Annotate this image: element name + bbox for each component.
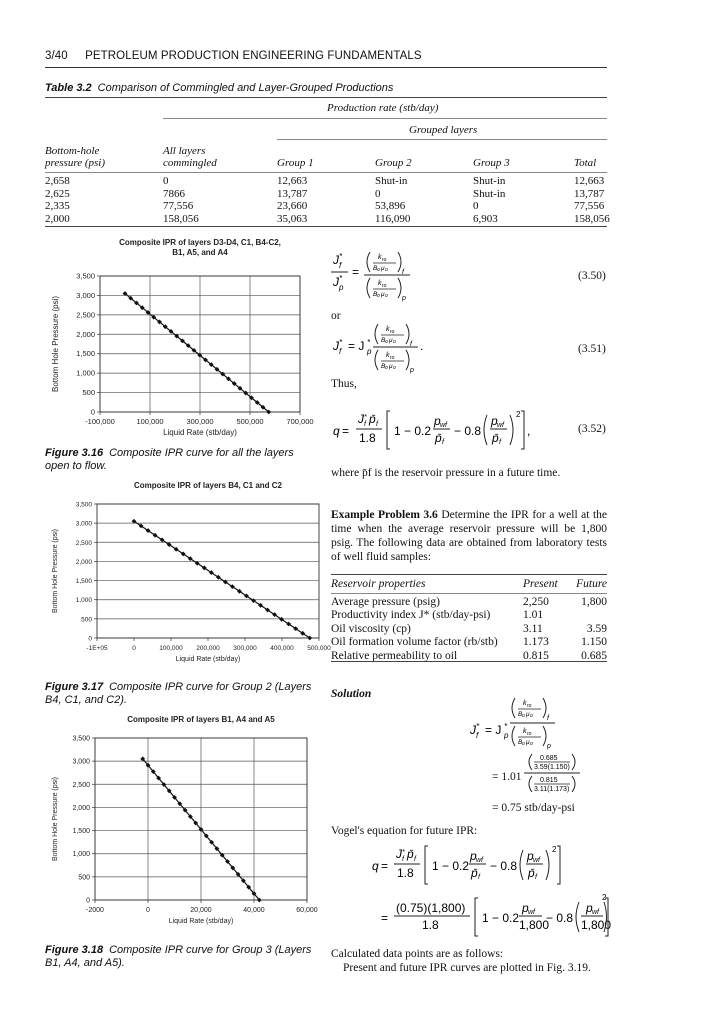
svg-text:p̄: p̄ [435, 431, 442, 445]
table-top-rule [45, 97, 607, 98]
props-row [331, 609, 607, 623]
col-g3: Group 3 [473, 157, 510, 169]
svg-text:o: o [522, 713, 525, 719]
properties-grid [331, 578, 607, 663]
svg-text:p̄: p̄ [492, 431, 499, 445]
y-tick-label: 3,000 [75, 520, 92, 528]
vogel-equations [328, 840, 610, 940]
y-tick-label: 2,000 [76, 329, 95, 339]
svg-text:μ: μ [381, 265, 385, 272]
props-future: 1,800 [581, 595, 607, 608]
x-tick-label: 100,000 [136, 417, 164, 426]
calc-text-2: Present and future IPR curves are plotted in Fig. 3.19. [343, 962, 591, 974]
calc-text-1: Calculated data points are as follows: [331, 948, 504, 960]
svg-text:p: p [410, 367, 414, 374]
x-tick-label: 300,000 [186, 417, 214, 426]
svg-text:,: , [527, 424, 531, 438]
svg-text:ro: ro [382, 283, 387, 289]
svg-text:*: * [339, 274, 343, 283]
svg-text:=: = [342, 424, 350, 438]
svg-text:J: J [333, 253, 339, 267]
svg-text:f: f [402, 269, 404, 276]
svg-text:ro: ro [527, 731, 532, 737]
figure-3-17-chart [45, 478, 331, 674]
props-top-rule [331, 574, 607, 575]
svg-text:J: J [396, 847, 402, 861]
props-future [571, 609, 607, 623]
chart-title: Composite IPR of layers D3-D4, C1, B4-C2, [119, 238, 281, 247]
props-row [331, 636, 607, 650]
x-axis-label: Liquid Rate (stb/day) [168, 918, 234, 925]
solution-heading: Solution [331, 688, 372, 700]
x-tick-label: -100,000 [85, 417, 115, 426]
svg-text:μ: μ [389, 337, 393, 344]
props-future: 1.150 [581, 636, 607, 648]
book-title: PETROLEUM PRODUCTION ENGINEERING FUNDAMENTALS [85, 50, 422, 62]
table-cell: 77,556 [574, 200, 605, 212]
svg-text:=: = [381, 859, 389, 873]
col-all-line1: All layers [163, 145, 206, 157]
props-header-future: Future [576, 578, 607, 590]
table-cell: 7866 [163, 187, 185, 200]
figure-3-17-label: Figure 3.17 [45, 681, 104, 693]
y-tick-label: 3,000 [72, 758, 90, 766]
svg-text:k: k [523, 700, 527, 707]
svg-text:1.8: 1.8 [359, 431, 376, 445]
table-cell: 53,896 [375, 200, 406, 212]
y-tick-label: 3,500 [76, 271, 95, 281]
svg-text:1,800: 1,800 [519, 918, 550, 932]
figure-3-18-label: Figure 3.18 [45, 944, 104, 956]
svg-text:o: o [385, 339, 388, 345]
svg-text:μ: μ [526, 739, 530, 746]
props-row [331, 596, 607, 610]
y-axis-label: Bottom Hole Pressure (psi) [52, 528, 59, 614]
props-property: Productivity index J* (stb/day-psi) [331, 609, 491, 621]
col-bhp [45, 145, 105, 169]
solution-eq-1-01: = 1.01 [492, 771, 522, 783]
y-tick-label: 3,500 [75, 501, 92, 509]
example-problem [331, 508, 607, 564]
table-cell: 2,625 [45, 187, 70, 200]
svg-text:f: f [402, 856, 404, 863]
props-row [331, 623, 607, 637]
svg-text:B: B [373, 265, 378, 272]
x-tick-label: 500,000 [236, 417, 264, 426]
figure-3-16-label: Figure 3.16 [45, 447, 104, 459]
table-cell: 13,787 [574, 187, 605, 200]
svg-text:o: o [377, 267, 380, 273]
svg-text:p: p [402, 295, 406, 302]
prod-rate-rule [163, 118, 607, 119]
svg-text:1.8: 1.8 [397, 866, 414, 880]
ipr-line [134, 521, 310, 638]
svg-text:B: B [381, 363, 386, 370]
running-header [45, 50, 422, 62]
y-tick-label: 1,500 [76, 349, 95, 359]
props-header-present: Present [523, 578, 558, 590]
col-all-line2: commingled [163, 157, 217, 169]
figure-3-16-chart [45, 236, 320, 446]
grouped-layers-header: Grouped layers [409, 124, 478, 136]
svg-text:3.11(1.173): 3.11(1.173) [534, 786, 570, 793]
table-caption-text: Comparison of Commingled and Layer-Grouped Productions [97, 82, 394, 94]
svg-text:f: f [535, 874, 537, 881]
table-row [45, 188, 607, 200]
svg-text:*: * [339, 252, 343, 261]
grouped-rule [277, 139, 607, 140]
svg-text:o: o [393, 339, 396, 345]
table-row [45, 175, 607, 187]
svg-text:0.685: 0.685 [540, 755, 558, 762]
svg-text:1.8: 1.8 [422, 918, 439, 932]
svg-text:f: f [376, 421, 378, 428]
svg-text:p: p [586, 901, 593, 915]
svg-text:o: o [385, 267, 388, 273]
svg-text:p̄: p̄ [471, 866, 478, 880]
svg-text:= J: = J [485, 723, 502, 737]
y-axis-label: Bottom Hole Pressure (psi) [51, 295, 60, 393]
svg-text:ro: ro [382, 257, 387, 263]
page-number: 3/40 [45, 50, 68, 62]
table-cell: 77,556 [163, 200, 194, 212]
props-property: Oil formation volume factor (rb/stb) [331, 636, 498, 648]
table-cell: 158,056 [574, 212, 610, 225]
figure-3-17-caption-text: Composite IPR curve for Group 2 (Layers B4, C1, and C2). [45, 681, 312, 706]
table-cell: Shut-in [473, 175, 506, 187]
where-text: where p̄f is the reservoir pressure in a future time. [331, 467, 561, 479]
svg-text:o: o [522, 741, 525, 747]
col-bhp-line2: pressure (psi) [45, 157, 105, 169]
svg-text:o: o [530, 741, 533, 747]
props-present: 1.173 [523, 636, 549, 648]
y-tick-label: 1,000 [75, 597, 92, 605]
props-present: 2,250 [523, 595, 549, 608]
svg-text:f: f [414, 856, 416, 863]
y-tick-label: 500 [78, 874, 90, 882]
props-present: 0.815 [523, 649, 549, 662]
svg-text:p̄: p̄ [528, 866, 535, 880]
properties-table [331, 578, 607, 663]
svg-text:p: p [367, 347, 372, 356]
y-tick-label: 3,500 [72, 735, 90, 743]
props-bottom-rule [331, 661, 607, 662]
svg-text:1 − 0.2: 1 − 0.2 [394, 424, 432, 438]
eq-3-51-number: (3.51) [578, 343, 606, 355]
table-cell: 0 [163, 175, 169, 187]
y-tick-label: 1,500 [72, 828, 90, 836]
y-tick-label: 2,000 [75, 558, 92, 566]
y-tick-label: 0 [86, 897, 90, 905]
svg-text:J: J [358, 412, 364, 426]
svg-text:o: o [377, 293, 380, 299]
y-tick-label: 3,000 [76, 290, 95, 300]
svg-text:ro: ro [527, 703, 532, 709]
table-cell: 13,787 [277, 187, 308, 200]
svg-text:1,800: 1,800 [581, 918, 612, 932]
props-property: Oil viscosity (cp) [331, 622, 411, 635]
svg-text:f: f [410, 341, 412, 348]
svg-text:f: f [364, 421, 366, 428]
svg-text:p̄: p̄ [369, 412, 376, 426]
svg-text:p: p [339, 283, 344, 292]
chart-title: Composite IPR of layers B1, A4 and A5 [127, 715, 275, 724]
svg-text:f: f [442, 439, 444, 446]
figure-3-18-caption-text: Composite IPR curve for Group 3 (Layers B1, A4, and A5). [45, 944, 312, 969]
table-row [45, 200, 607, 212]
figure-3-18-caption [45, 944, 315, 970]
props-future: 3.59 [586, 622, 607, 635]
table-cell: 158,056 [163, 212, 199, 225]
svg-text:.: . [420, 339, 424, 353]
svg-text:− 0.8: − 0.8 [490, 859, 518, 873]
x-tick-label: 0 [146, 907, 150, 914]
table-cell: 0 [473, 200, 479, 212]
table-caption [45, 82, 393, 94]
table-bottom-rule [45, 226, 607, 227]
svg-text:f: f [478, 874, 480, 881]
x-tick-label: -2000 [86, 907, 104, 914]
example-text: Determine the IPR for a well at the time when the average reservoir pressure will be 1,800 psig. The following data are obtained from laboratory tests of well fluid samples: [331, 509, 608, 563]
table-cell: 2,000 [45, 212, 70, 225]
y-tick-label: 1,500 [75, 578, 92, 586]
ipr-line [125, 293, 269, 412]
chart-title: B1, A5, and A4 [172, 248, 228, 257]
x-tick-label: 300,000 [233, 645, 257, 652]
svg-text:wf: wf [528, 909, 535, 916]
x-tick-label: 700,000 [286, 417, 314, 426]
svg-text:2: 2 [516, 410, 521, 419]
y-tick-label: 0 [90, 407, 95, 417]
svg-text:wf: wf [476, 857, 483, 864]
col-g2: Group 2 [375, 157, 412, 169]
svg-text:2: 2 [552, 845, 557, 854]
table-cell: 0 [375, 187, 381, 200]
svg-text:J: J [333, 339, 339, 353]
table-header-rule [45, 172, 607, 173]
svg-text:B: B [381, 337, 386, 344]
svg-text:p: p [527, 849, 534, 863]
svg-text:*: * [402, 849, 405, 856]
svg-text:*: * [367, 338, 371, 347]
table-cell: 2,658 [45, 175, 70, 187]
svg-text:f: f [547, 715, 549, 722]
table-cell: 12,663 [277, 175, 308, 187]
x-tick-label: 100,000 [159, 645, 183, 652]
svg-text:ro: ro [390, 355, 395, 361]
svg-text:p: p [504, 731, 509, 740]
svg-text:*: * [339, 338, 343, 347]
svg-text:μ: μ [381, 291, 385, 298]
svg-text:1 − 0.2: 1 − 0.2 [432, 859, 470, 873]
svg-text:2: 2 [602, 893, 607, 902]
or-text: or [331, 310, 341, 322]
x-axis-label: Liquid Rate (stb/day) [163, 428, 237, 437]
eq-3-50-number: (3.50) [578, 270, 606, 282]
svg-text:wf: wf [533, 857, 540, 864]
svg-text:k: k [378, 254, 382, 261]
header-rule [45, 67, 607, 68]
x-tick-label: 400,000 [270, 645, 294, 652]
svg-text:p: p [470, 849, 477, 863]
table-cell: 35,063 [277, 212, 308, 225]
x-tick-label: -1E+05 [86, 645, 108, 652]
table-cell: 12,663 [574, 175, 605, 187]
svg-text:k: k [386, 352, 390, 359]
svg-text:− 0.8: − 0.8 [454, 424, 482, 438]
table-row [45, 212, 610, 225]
svg-text:f: f [339, 261, 342, 270]
x-tick-label: 0 [132, 645, 136, 652]
props-future: 0.685 [581, 649, 607, 662]
svg-text:p: p [434, 414, 441, 428]
svg-text:ro: ro [390, 329, 395, 335]
svg-text:q: q [333, 424, 340, 438]
svg-text:=: = [381, 911, 389, 925]
props-header-rule [331, 593, 607, 594]
y-tick-label: 500 [82, 388, 95, 398]
svg-text:*: * [364, 414, 367, 421]
table-cell: 2,335 [45, 200, 70, 212]
x-tick-label: 500,000 [307, 645, 331, 652]
svg-text:o: o [530, 713, 533, 719]
y-tick-label: 0 [88, 635, 92, 643]
svg-text:q: q [372, 859, 379, 873]
col-all [163, 145, 217, 169]
svg-text:J: J [333, 275, 339, 289]
svg-text:wf: wf [440, 422, 447, 429]
svg-text:k: k [386, 326, 390, 333]
thus-text: Thus, [331, 378, 357, 390]
svg-text:*: * [504, 722, 508, 731]
svg-text:B: B [518, 711, 523, 718]
solution-result: = 0.75 stb/day-psi [492, 802, 575, 814]
production-rate-header [327, 102, 438, 114]
props-header-property: Reservoir properties [331, 578, 426, 590]
y-tick-label: 500 [81, 616, 92, 624]
equation-3-52 [328, 405, 578, 453]
production-rate-text: Production rate (stb/day) [327, 102, 439, 114]
y-tick-label: 2,000 [72, 804, 90, 812]
figure-3-16-caption-text: Composite IPR curve for all the layers open to flow. [45, 447, 294, 472]
x-tick-label: 20,000 [190, 907, 212, 914]
svg-text:o: o [385, 365, 388, 371]
x-tick-label: 60,000 [296, 907, 318, 914]
svg-text:o: o [385, 293, 388, 299]
table-cell: 6,903 [473, 212, 498, 225]
props-present: 3.11 [523, 622, 543, 635]
y-tick-label: 1,000 [76, 368, 95, 378]
figure-3-17-caption [45, 681, 315, 707]
svg-text:p̄: p̄ [407, 847, 414, 861]
y-tick-label: 1,000 [72, 851, 90, 859]
table-cell: 116,090 [375, 212, 411, 225]
y-tick-label: 2,500 [75, 539, 92, 547]
x-tick-label: 200,000 [196, 645, 220, 652]
svg-text:k: k [378, 280, 382, 287]
svg-text:(0.75)(1,800): (0.75)(1,800) [396, 901, 466, 915]
chart-title: Composite IPR of layers B4, C1 and C2 [133, 481, 283, 490]
svg-text:μ: μ [526, 711, 530, 718]
svg-text:wf: wf [497, 422, 504, 429]
svg-text:3.59(1.150): 3.59(1.150) [534, 764, 570, 771]
svg-text:f: f [499, 439, 501, 446]
x-axis-label: Liquid Rate (stb/day) [175, 656, 241, 663]
col-total: Total [574, 157, 597, 169]
props-property: Average pressure (psig) [331, 595, 440, 608]
svg-text:0.815: 0.815 [540, 777, 558, 784]
col-bhp-line1: Bottom-hole [45, 145, 100, 157]
table-cell: 23,660 [277, 200, 308, 212]
table-cell: Shut-in [473, 187, 506, 200]
svg-text:*: * [476, 722, 480, 731]
svg-text:− 0.8: − 0.8 [546, 911, 574, 925]
svg-text:=: = [352, 265, 360, 279]
example-label: Example Problem 3.6 [331, 509, 438, 521]
svg-text:o: o [393, 365, 396, 371]
col-g1: Group 1 [277, 157, 314, 169]
svg-text:B: B [373, 291, 378, 298]
y-tick-label: 2,500 [76, 310, 95, 320]
props-present: 1.01 [523, 609, 544, 621]
figure-3-16-caption [45, 447, 315, 473]
table-cell: Shut-in [375, 175, 408, 187]
svg-text:B: B [518, 739, 523, 746]
svg-text:= J: = J [348, 339, 365, 353]
svg-text:f: f [339, 347, 342, 356]
vogel-text: Vogel's equation for future IPR: [331, 825, 478, 837]
x-tick-label: 40,000 [243, 907, 265, 914]
svg-text:μ: μ [389, 363, 393, 370]
figure-3-18-chart [45, 712, 320, 925]
props-header-row [331, 578, 607, 592]
equations-3-50-3-51 [328, 242, 610, 407]
svg-text:p: p [522, 901, 529, 915]
svg-text:k: k [523, 728, 527, 735]
eq-3-52-number: (3.52) [578, 423, 606, 435]
svg-text:p: p [547, 743, 551, 750]
svg-text:1 − 0.2: 1 − 0.2 [482, 911, 520, 925]
table-label: Table 3.2 [45, 82, 92, 94]
svg-text:p: p [491, 414, 498, 428]
props-property: Relative permeability to oil [331, 649, 458, 662]
svg-text:J: J [470, 723, 476, 737]
svg-text:wf: wf [592, 909, 599, 916]
y-axis-label: Bottom Hole Pressure (psi) [52, 776, 59, 862]
y-tick-label: 2,500 [72, 781, 90, 789]
svg-text:f: f [476, 731, 479, 740]
